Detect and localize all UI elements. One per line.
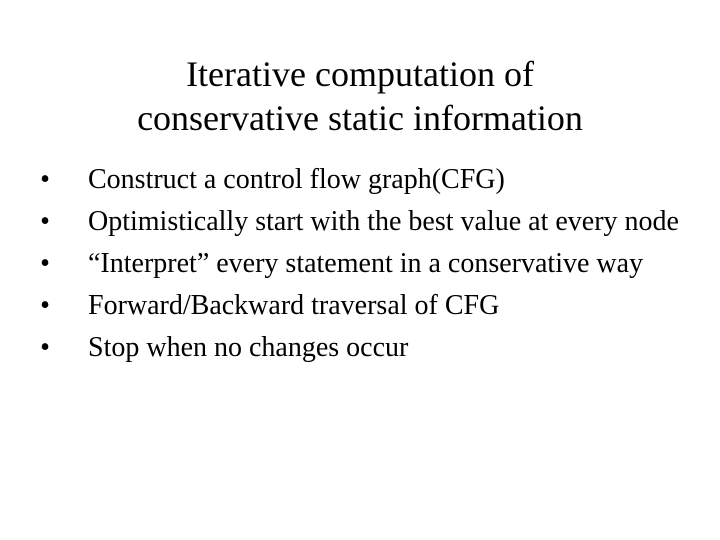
bullet-dot: •: [40, 164, 50, 195]
slide-title-line: Iterative computation of: [186, 54, 534, 94]
bullet-text: “Interpret” every statement in a conservative way: [88, 248, 644, 279]
bullet-text: Optimistically start with the best value at every node: [88, 206, 679, 237]
bullet-list: [0, 163, 720, 373]
bullet-text: Stop when no changes occur: [88, 332, 409, 363]
bullet-item: [0, 163, 720, 197]
bullet-text: Construct a control flow graph(CFG): [88, 164, 505, 195]
bullet-dot: •: [40, 290, 50, 321]
bullet-item: [0, 205, 720, 239]
bullet-text: Forward/Backward traversal of CFG: [88, 290, 500, 321]
bullet-dot: •: [40, 248, 50, 279]
bullet-item: [0, 331, 720, 365]
bullet-dot: •: [40, 332, 50, 363]
slide-title: [0, 52, 720, 140]
bullet-item: [0, 247, 720, 281]
bullet-item: [0, 289, 720, 323]
bullet-dot: •: [40, 206, 50, 237]
slide-title-line: conservative static information: [137, 98, 583, 138]
